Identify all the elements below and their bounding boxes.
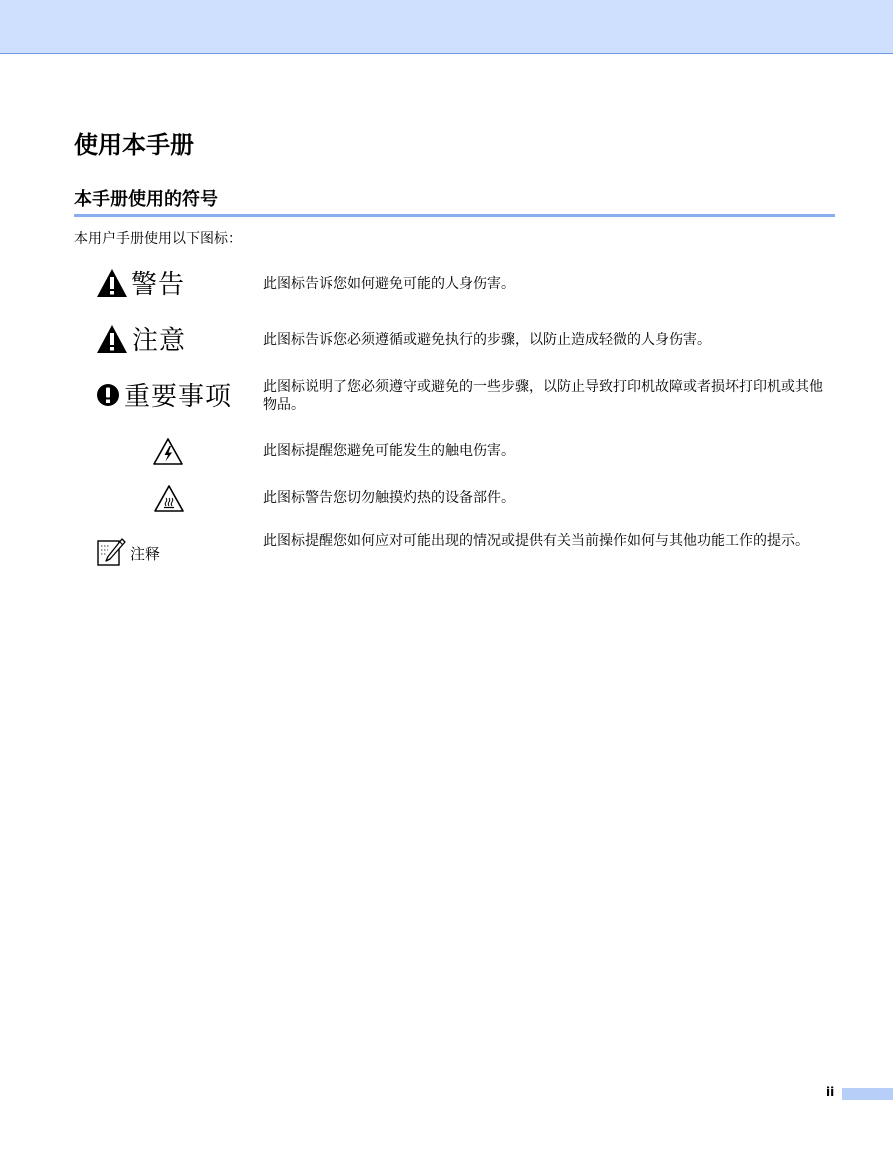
symbol-description: 此图标说明了您必须遵守或避免的一些步骤，以防止导致打印机故障或者损坏打印机或其他物品。 (263, 379, 823, 413)
note-pencil-icon (96, 537, 126, 571)
electrical-hazard-icon (152, 437, 184, 470)
page-number: ii (826, 1085, 835, 1099)
symbol-label-text: 注释 (130, 545, 161, 563)
symbol-label-electrical (152, 437, 184, 470)
symbol-label-caution (96, 324, 186, 358)
symbol-description: 此图标告诉您如何避免可能的人身伤害。 (263, 276, 515, 292)
symbol-label-hot-surface (153, 484, 185, 517)
symbol-label-text: 重要事项 (124, 382, 233, 412)
important-exclamation-icon (96, 383, 120, 411)
symbol-description: 此图标提醒您如何应对可能出现的情况或提供有关当前操作如何与其他功能工作的提示。 (263, 533, 809, 549)
caution-triangle-icon (96, 324, 128, 358)
symbol-label-important (96, 381, 232, 413)
symbol-label-text: 注意 (132, 326, 187, 356)
hot-surface-icon (153, 484, 185, 517)
header-band (0, 0, 893, 54)
symbol-description: 此图标告诉您必须遵循或避免执行的步骤，以防止造成轻微的人身伤害。 (263, 332, 711, 348)
symbol-label-note (96, 537, 160, 571)
section-heading: 本手册使用的符号 (74, 188, 835, 217)
symbol-description: 此图标警告您切勿触摸灼热的设备部件。 (263, 490, 515, 506)
symbol-description: 此图标提醒您避免可能发生的触电伤害。 (263, 443, 515, 459)
symbol-label-warning (96, 268, 185, 302)
intro-text: 本用户手册使用以下图标： (74, 231, 242, 247)
symbol-label-text: 警告 (131, 270, 186, 300)
page-title: 使用本手册 (74, 131, 194, 159)
page-tab-marker (842, 1088, 893, 1100)
warning-triangle-icon (96, 268, 128, 302)
